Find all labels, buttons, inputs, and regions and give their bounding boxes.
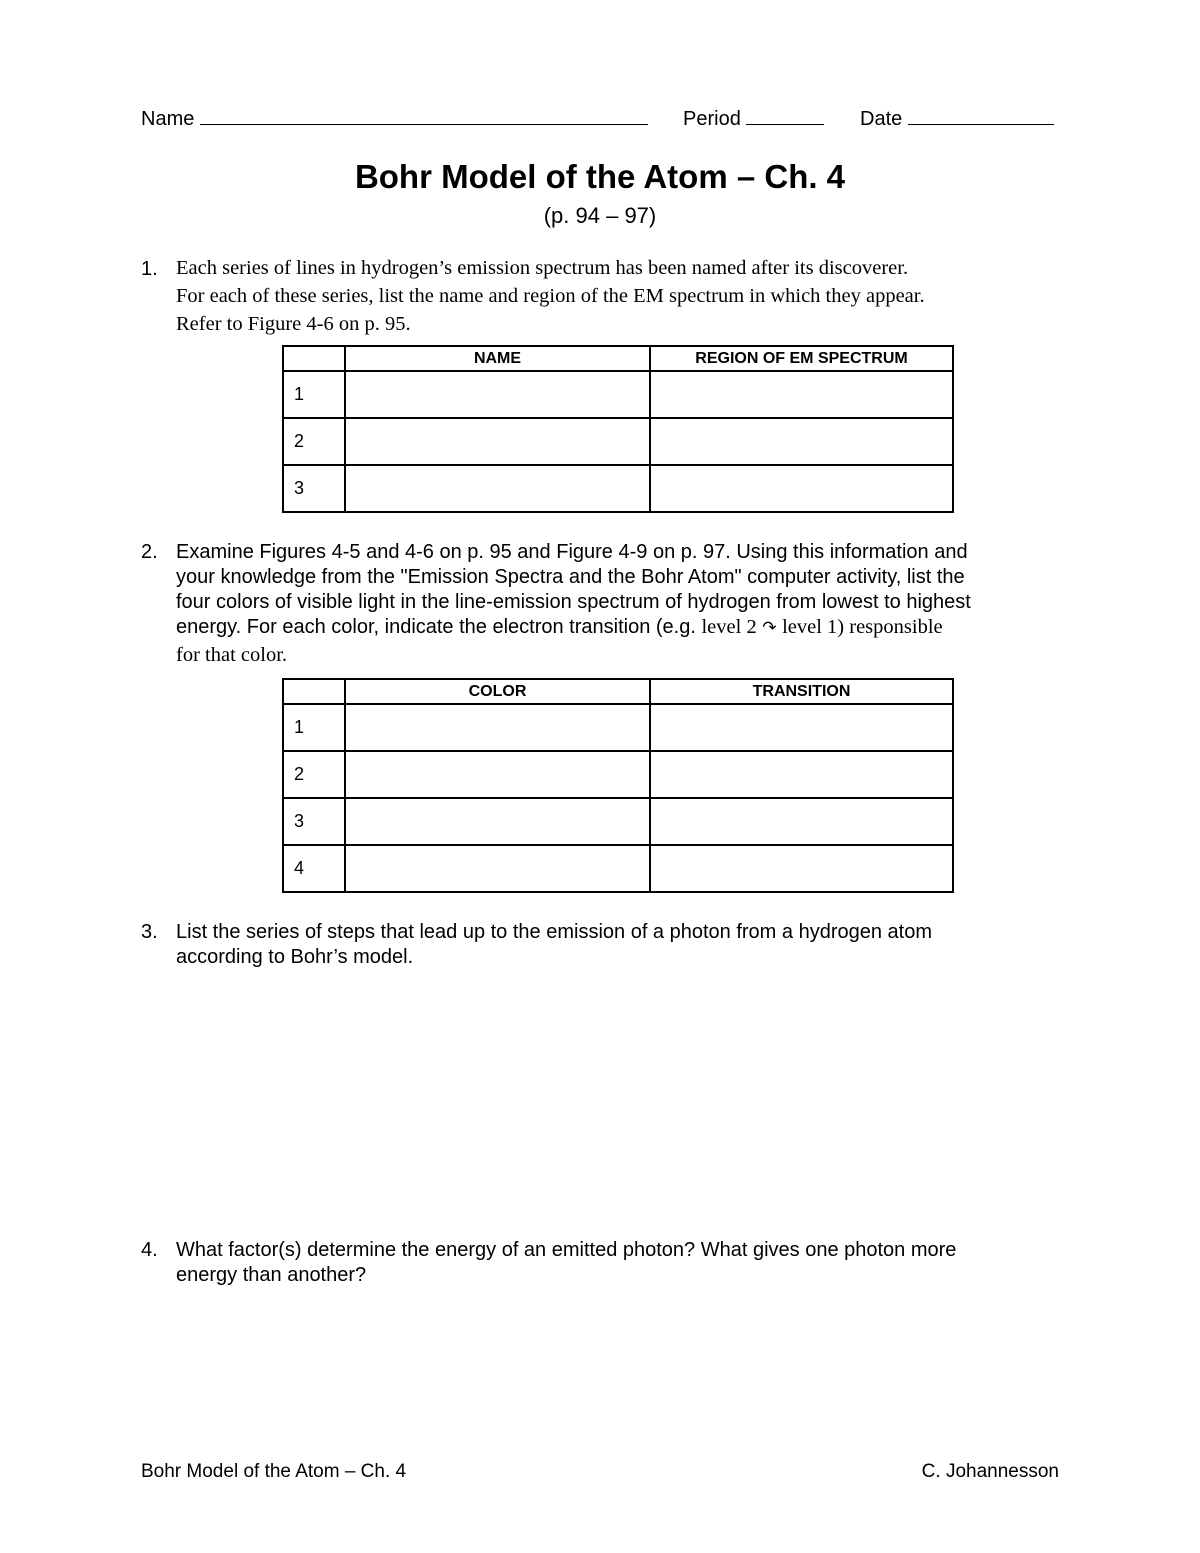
question-2-line <box>176 615 1056 640</box>
question-1-line: Refer to Figure 4-6 on p. 95. <box>176 313 411 335</box>
question-4-line: energy than another? <box>176 1264 367 1286</box>
answer-cell[interactable] <box>650 465 953 512</box>
table-header-cell: REGION OF EM SPECTRUM <box>650 346 953 371</box>
question-1-line: For each of these series, list the name and region of the EM spectrum in which they appear. <box>176 285 925 307</box>
question-2-line: your knowledge from the "Emission Spectra and the Bohr Atom" computer activity, list the <box>176 566 965 588</box>
table-header-cell <box>283 679 345 704</box>
transition-arrow-icon: ↷ <box>762 618 777 637</box>
question-2-line: four colors of visible light in the line-emission spectrum of hydrogen from lowest to highest <box>176 591 971 613</box>
table-header-cell <box>283 346 345 371</box>
question-2-line-part: level 1) responsible <box>782 616 943 638</box>
answer-cell[interactable] <box>345 845 650 892</box>
table-header-cell: NAME <box>345 346 650 371</box>
answer-cell[interactable] <box>650 798 953 845</box>
answer-cell[interactable] <box>650 704 953 751</box>
table-row <box>283 371 953 418</box>
table-header-row <box>283 346 953 371</box>
answer-cell[interactable] <box>650 845 953 892</box>
answer-cell[interactable] <box>650 751 953 798</box>
row-number: 2 <box>283 751 345 798</box>
table-row <box>283 704 953 751</box>
date-label: Date <box>860 108 903 130</box>
table-row <box>283 418 953 465</box>
question-4-answer-space[interactable] <box>176 1300 1056 1440</box>
page-subtitle: (p. 94 – 97) <box>543 203 657 228</box>
question-3-line: according to Bohr’s model. <box>176 946 414 968</box>
table-row <box>283 751 953 798</box>
question-1-text <box>176 256 1056 337</box>
question-2-line-part: level 2 <box>701 616 757 638</box>
question-2-text <box>176 540 1056 668</box>
question-3-answer-space[interactable] <box>176 980 1056 1220</box>
table-header-row <box>283 679 953 704</box>
question-1-number: 1. <box>141 258 158 280</box>
question-2-line: Examine Figures 4-5 and 4-6 on p. 95 and Figure 4-9 on p. 97. Using this information and <box>176 541 968 563</box>
question-2-number: 2. <box>141 541 158 563</box>
answer-cell[interactable] <box>650 371 953 418</box>
answer-cell[interactable] <box>345 704 650 751</box>
question-2-line: for that color. <box>176 644 288 666</box>
series-table <box>282 345 954 513</box>
period-label: Period <box>683 108 741 130</box>
color-table <box>282 678 954 893</box>
period-blank[interactable] <box>746 106 824 125</box>
question-4-line: What factor(s) determine the energy of an emitted photon? What gives one photon more <box>176 1239 957 1261</box>
row-number: 1 <box>283 704 345 751</box>
answer-cell[interactable] <box>650 418 953 465</box>
row-number: 4 <box>283 845 345 892</box>
footer-right: C. Johannesson <box>921 1461 1059 1482</box>
table-row <box>283 845 953 892</box>
table-header-cell: TRANSITION <box>650 679 953 704</box>
question-3-line: List the series of steps that lead up to the emission of a photon from a hydrogen atom <box>176 921 932 943</box>
answer-cell[interactable] <box>345 418 650 465</box>
row-number: 2 <box>283 418 345 465</box>
question-4-text <box>176 1238 1056 1288</box>
question-1-line: Each series of lines in hydrogen’s emission spectrum has been named after its discoverer. <box>176 257 909 279</box>
date-blank[interactable] <box>908 106 1054 125</box>
name-blank[interactable] <box>200 106 648 125</box>
question-2-line-part: energy. For each color, indicate the electron transition (e.g. <box>176 616 696 638</box>
answer-cell[interactable] <box>345 465 650 512</box>
answer-cell[interactable] <box>345 751 650 798</box>
answer-cell[interactable] <box>345 798 650 845</box>
page-title: Bohr Model of the Atom – Ch. 4 <box>354 158 846 195</box>
question-3-text <box>176 920 1056 970</box>
period-field <box>683 106 824 131</box>
name-field <box>141 106 648 131</box>
date-field <box>860 106 1054 131</box>
table-row <box>283 465 953 512</box>
name-label: Name <box>141 108 195 130</box>
table-header-cell: COLOR <box>345 679 650 704</box>
row-number: 3 <box>283 465 345 512</box>
question-3-number: 3. <box>141 921 158 943</box>
row-number: 1 <box>283 371 345 418</box>
row-number: 3 <box>283 798 345 845</box>
table-row <box>283 798 953 845</box>
answer-cell[interactable] <box>345 371 650 418</box>
footer-left: Bohr Model of the Atom – Ch. 4 <box>141 1461 407 1482</box>
question-4-number: 4. <box>141 1239 158 1261</box>
